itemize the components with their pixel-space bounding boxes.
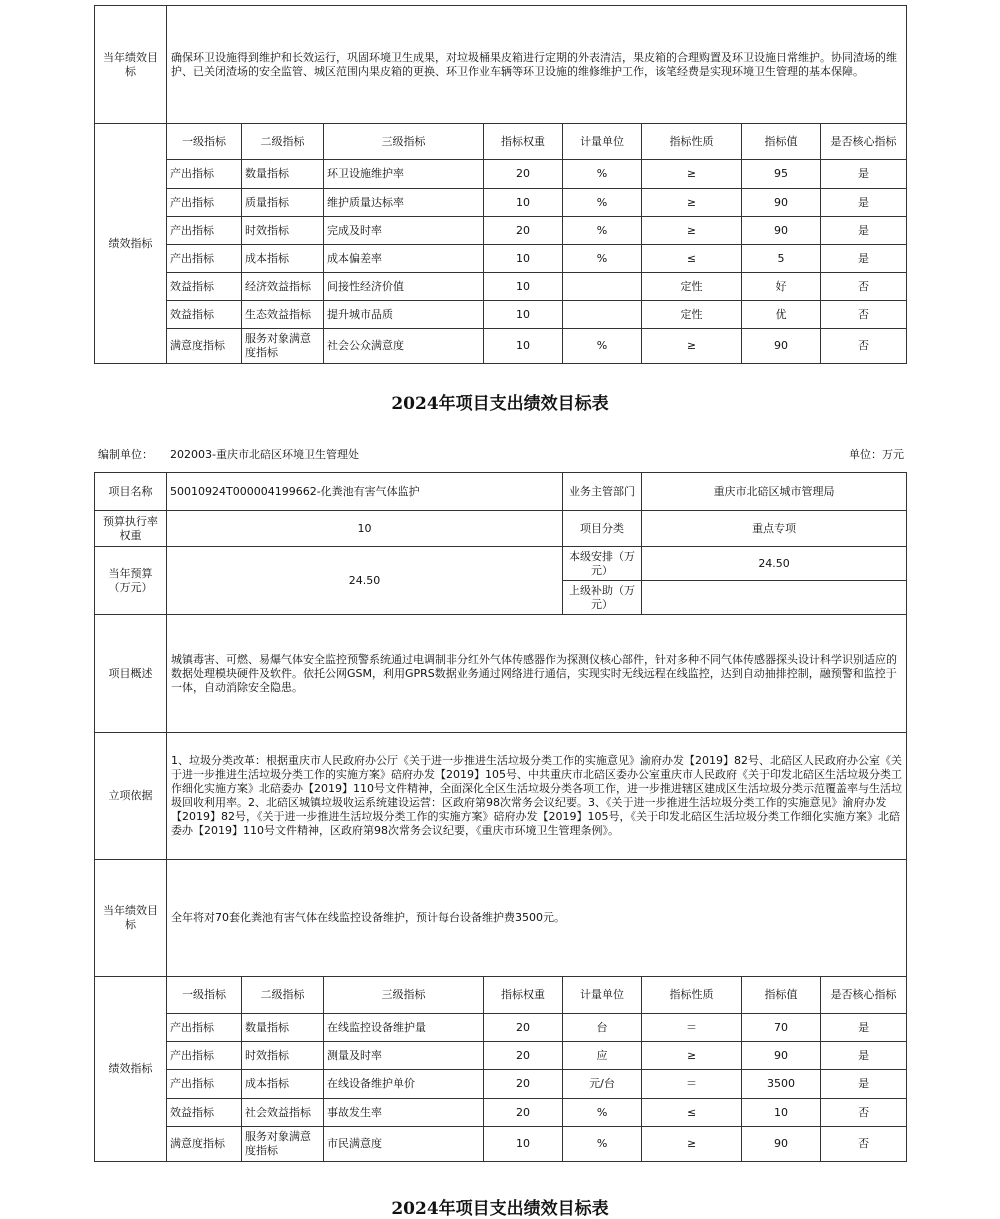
- cell: %: [563, 217, 642, 245]
- cell: 90: [742, 189, 821, 217]
- basis-text: 1、垃圾分类改革：根据重庆市人民政府办公厅《关于进一步推进生活垃圾分类工作的实施意见》渝府办发【2019】82号、北碚区人民政府办公室《关于进一步推进生活垃圾分类工作的实施方案》碚府办发【2019】105号、中共重庆市北碚区委办公室重庆市人民政府《关于印发北碚区生活垃圾分类工作细化实施方案》北碚委办【2019】110号文件精神，全面深化全区生活垃圾分类各项工作，进一步推进辖区建成区生活垃圾分类示范覆盖率与生活垃圾回收利用率。2、北碚区城镇垃圾收运系统建设运营：区政府第98次常务会议纪要。3、《关于进一步推进生活垃圾分类工作的实施意见》渝府办发【2019】82号，《关于进一步推进生活垃圾分类工作的实施方案》碚府办发【2019】105号，《关于印发北碚区生活垃圾分类工作细化实施方案》北碚委办【2019】110号文件精神，区政府第98次常务会议纪要，《重庆市环境卫生管理条例》。: [167, 733, 907, 860]
- cell: ≥: [642, 217, 742, 245]
- header-cell: 指标性质: [642, 977, 742, 1014]
- cell: 在线设备维护单价: [324, 1070, 484, 1099]
- basis-label: 立项依据: [95, 733, 167, 860]
- cell: 定性: [642, 301, 742, 329]
- overview-text: 城镇毒害、可燃、易爆气体安全监控预警系统通过电调制非分红外气体传感器作为探测仪核心部件，针对多种不同气体传感器探头设计科学识别适应的数据处理模块硬件及软件。依托公网GSM，利用GPRS数据业务通过网络进行通信，实现实时无线远程在线监控，达到自动抽排控制，融预警和监控于一体，自动消除安全隐患。: [167, 615, 907, 733]
- cell: %: [563, 1127, 642, 1162]
- header-cell: 计量单位: [563, 124, 642, 160]
- cell: %: [563, 189, 642, 217]
- budget-value: 24.50: [167, 547, 563, 615]
- cell: 90: [742, 217, 821, 245]
- cell: 否: [821, 329, 907, 364]
- table-row: [95, 245, 907, 273]
- cell: 环卫设施维护率: [324, 160, 484, 189]
- table-row: [95, 1070, 907, 1099]
- cell: 是: [821, 160, 907, 189]
- cell: 测量及时率: [324, 1042, 484, 1070]
- cell: 在线监控设备维护量: [324, 1014, 484, 1042]
- cell: 市民满意度: [324, 1127, 484, 1162]
- table-row: [95, 1127, 907, 1162]
- cell: 产出指标: [167, 1042, 242, 1070]
- cell: 3500: [742, 1070, 821, 1099]
- cell: 是: [821, 1014, 907, 1042]
- page-title: 2024年项目支出绩效目标表: [391, 394, 609, 414]
- cell: 是: [821, 245, 907, 273]
- dept-value: 重庆市北碚区城市管理局: [642, 473, 907, 511]
- table-row: [95, 189, 907, 217]
- cell: 20: [484, 1070, 563, 1099]
- cell: 5: [742, 245, 821, 273]
- cell: ≥: [642, 329, 742, 364]
- cell: 满意度指标: [167, 329, 242, 364]
- cell: 效益指标: [167, 301, 242, 329]
- cell: ≤: [642, 245, 742, 273]
- cell: 台: [563, 1014, 642, 1042]
- upper-value: [642, 581, 907, 615]
- cell: 成本偏差率: [324, 245, 484, 273]
- cell: 服务对象满意度指标: [242, 329, 324, 364]
- header-cell: 一级指标: [167, 124, 242, 160]
- cell: [563, 301, 642, 329]
- unit-label: 单位：万元: [849, 448, 904, 461]
- cell: 10: [484, 273, 563, 301]
- cell: 产出指标: [167, 245, 242, 273]
- cell: 数量指标: [242, 1014, 324, 1042]
- cell: 90: [742, 1127, 821, 1162]
- dept-label: 业务主管部门: [563, 473, 642, 511]
- cell: 服务对象满意度指标: [242, 1127, 324, 1162]
- table-row: [95, 1042, 907, 1070]
- local-label: 本级安排（万元）: [563, 547, 642, 581]
- header-cell: 是否核心指标: [821, 977, 907, 1014]
- cell: 满意度指标: [167, 1127, 242, 1162]
- weight-label: 预算执行率权重: [95, 511, 167, 547]
- cell: ≥: [642, 1042, 742, 1070]
- cell: 10: [742, 1099, 821, 1127]
- category-label: 项目分类: [563, 511, 642, 547]
- cell: 优: [742, 301, 821, 329]
- header-cell: 指标值: [742, 124, 821, 160]
- cell: 完成及时率: [324, 217, 484, 245]
- cell: 90: [742, 329, 821, 364]
- overview-label: 项目概述: [95, 615, 167, 733]
- cell: 事故发生率: [324, 1099, 484, 1127]
- cell: 社会公众满意度: [324, 329, 484, 364]
- goal-text: 全年将对70套化粪池有害气体在线监控设备维护，预计每台设备维护费3500元。: [167, 860, 907, 977]
- cell: 元/台: [563, 1070, 642, 1099]
- header-cell: 指标性质: [642, 124, 742, 160]
- cell: 成本指标: [242, 245, 324, 273]
- header-cell: 指标权重: [484, 977, 563, 1014]
- cell: 10: [484, 1127, 563, 1162]
- cell: 20: [484, 217, 563, 245]
- cell: 否: [821, 1099, 907, 1127]
- cell: 效益指标: [167, 1099, 242, 1127]
- cell: 20: [484, 1014, 563, 1042]
- table-row: [95, 1099, 907, 1127]
- goal-text: 确保环卫设施得到维护和长效运行，巩固环境卫生成果，对垃圾桶果皮箱进行定期的外表清洁，果皮箱的合理购置及环卫设施日常维护。协同渣场的维护、已关闭渣场的安全监管、城区范围内果皮箱的更换、环卫作业车辆等环卫设施的维修维护工作，该笔经费是实现环境卫生管理的基本保障。: [167, 6, 907, 124]
- cell: 好: [742, 273, 821, 301]
- cell: 20: [484, 1042, 563, 1070]
- table-row: [95, 301, 907, 329]
- perf-table-1: [94, 5, 907, 364]
- cell: 时效指标: [242, 217, 324, 245]
- perf-label: 绩效指标: [95, 977, 167, 1162]
- cell: 10: [484, 189, 563, 217]
- cell: 90: [742, 1042, 821, 1070]
- cell: 成本指标: [242, 1070, 324, 1099]
- cell: 10: [484, 301, 563, 329]
- perf-table-2: [94, 472, 907, 1162]
- cell: 提升城市品质: [324, 301, 484, 329]
- goal-label: 当年绩效目标: [95, 860, 167, 977]
- cell: 生态效益指标: [242, 301, 324, 329]
- header-row: [95, 124, 907, 160]
- cell: 产出指标: [167, 1070, 242, 1099]
- cell: 70: [742, 1014, 821, 1042]
- cell: 应: [563, 1042, 642, 1070]
- cell: 定性: [642, 273, 742, 301]
- cell: 经济效益指标: [242, 273, 324, 301]
- table-row: [95, 329, 907, 364]
- upper-label: 上级补助（万元）: [563, 581, 642, 615]
- header-cell: 二级指标: [242, 977, 324, 1014]
- header-row: [95, 977, 907, 1014]
- cell: 否: [821, 301, 907, 329]
- project-name-label: 项目名称: [95, 473, 167, 511]
- cell: ＝: [642, 1070, 742, 1099]
- table-row: [95, 217, 907, 245]
- cell: 效益指标: [167, 273, 242, 301]
- cell: %: [563, 160, 642, 189]
- cell: 是: [821, 1070, 907, 1099]
- cell: ≥: [642, 160, 742, 189]
- cell: 数量指标: [242, 160, 324, 189]
- cell: [563, 273, 642, 301]
- table-row: [95, 273, 907, 301]
- table-row: [95, 160, 907, 189]
- cell: %: [563, 1099, 642, 1127]
- cell: 10: [484, 329, 563, 364]
- cell: 20: [484, 1099, 563, 1127]
- cell: 维护质量达标率: [324, 189, 484, 217]
- category-value: 重点专项: [642, 511, 907, 547]
- cell: ≤: [642, 1099, 742, 1127]
- perf-label: 绩效指标: [95, 124, 167, 364]
- cell: 20: [484, 160, 563, 189]
- cell: 社会效益指标: [242, 1099, 324, 1127]
- weight-value: 10: [167, 511, 563, 547]
- header-cell: 指标权重: [484, 124, 563, 160]
- header-cell: 一级指标: [167, 977, 242, 1014]
- cell: 间接性经济价值: [324, 273, 484, 301]
- header-cell: 二级指标: [242, 124, 324, 160]
- budget-label: 当年预算（万元）: [95, 547, 167, 615]
- header-cell: 是否核心指标: [821, 124, 907, 160]
- cell: 时效指标: [242, 1042, 324, 1070]
- table-row: [95, 1014, 907, 1042]
- header-cell: 三级指标: [324, 124, 484, 160]
- cell: 是: [821, 217, 907, 245]
- cell: ≥: [642, 1127, 742, 1162]
- cell: 产出指标: [167, 1014, 242, 1042]
- cell: 否: [821, 1127, 907, 1162]
- header-cell: 指标值: [742, 977, 821, 1014]
- org-value: 202003-重庆市北碚区环境卫生管理处: [170, 448, 359, 461]
- cell: 是: [821, 189, 907, 217]
- cell: 产出指标: [167, 217, 242, 245]
- local-value: 24.50: [642, 547, 907, 581]
- cell: %: [563, 245, 642, 273]
- cell: 是: [821, 1042, 907, 1070]
- project-name: 50010924T000004199662-化粪池有害气体监护: [167, 473, 563, 511]
- cell: ≥: [642, 189, 742, 217]
- cell: 质量指标: [242, 189, 324, 217]
- org-label: 编制单位：: [98, 448, 153, 461]
- header-cell: 计量单位: [563, 977, 642, 1014]
- header-cell: 三级指标: [324, 977, 484, 1014]
- cell: 产出指标: [167, 189, 242, 217]
- cell: 否: [821, 273, 907, 301]
- cell: 产出指标: [167, 160, 242, 189]
- cell: 95: [742, 160, 821, 189]
- goal-label: 当年绩效目标: [95, 6, 167, 124]
- cell: ＝: [642, 1014, 742, 1042]
- page-title: 2024年项目支出绩效目标表: [391, 1199, 609, 1219]
- cell: %: [563, 329, 642, 364]
- cell: 10: [484, 245, 563, 273]
